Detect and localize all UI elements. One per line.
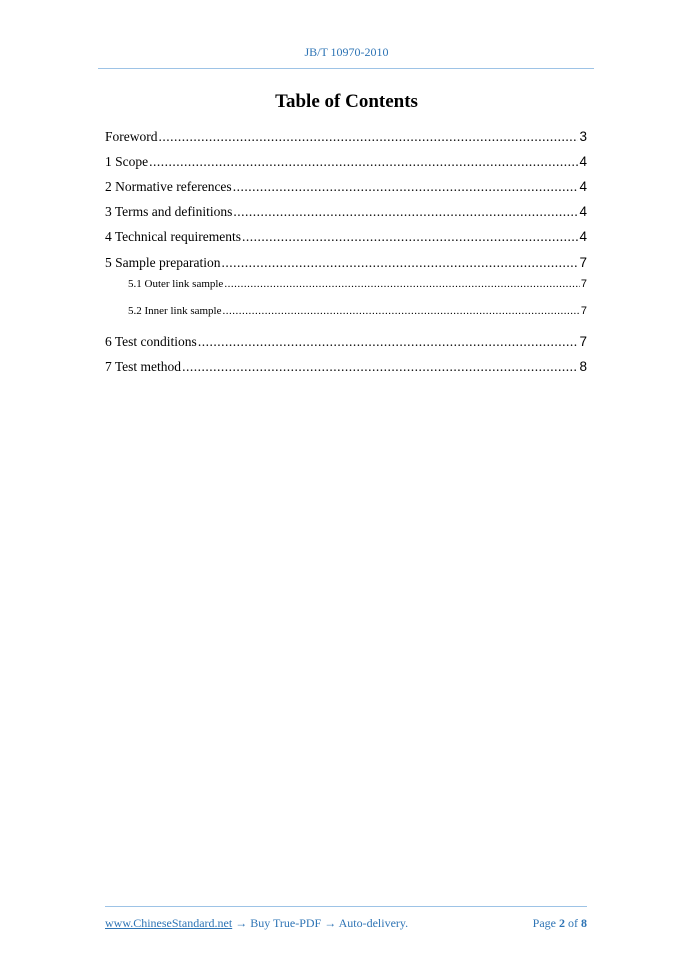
toc-entry-page: 3 (579, 129, 587, 144)
toc-entry-page: 4 (579, 229, 587, 244)
toc-entry-page: 4 (579, 154, 587, 169)
toc-dot-leader (233, 204, 578, 220)
toc-dot-leader (159, 129, 579, 145)
toc-entry-page: 8 (579, 359, 587, 374)
toc-dot-leader (182, 359, 578, 375)
toc-dot-leader (198, 334, 579, 350)
toc-dot-leader (221, 255, 578, 271)
toc-entry-page: 4 (579, 179, 587, 194)
toc-entry-inner-link-sample[interactable] (105, 305, 587, 320)
toc-entry-page: 7 (579, 255, 587, 270)
auto-delivery-text: Auto-delivery. (338, 916, 409, 930)
footer-promo (105, 916, 408, 931)
toc-entry-page: 7 (579, 334, 587, 349)
toc-entry-label: 5.2 Inner link sample (128, 305, 222, 317)
page-number (533, 916, 587, 931)
toc-entry-label: 4 Technical requirements (105, 229, 242, 244)
toc-entry-foreword[interactable] (105, 129, 587, 147)
arrow-right-icon: → (235, 916, 248, 930)
toc-entry-scope[interactable] (105, 154, 587, 172)
page-of: of (568, 916, 578, 930)
toc-entry-label: 1 Scope (105, 154, 149, 169)
toc-entry-terms-and-definitions[interactable] (105, 204, 587, 222)
toc-dot-leader (242, 229, 578, 245)
running-header: JB/T 10970-2010 (304, 45, 389, 59)
toc-entry-label: 3 Terms and definitions (105, 204, 233, 219)
footer-divider (105, 906, 587, 907)
page-footer (105, 916, 587, 931)
page-total: 8 (581, 916, 587, 930)
toc-dot-leader (224, 278, 580, 290)
toc-entry-label: 2 Normative references (105, 179, 232, 194)
toc-entry-page: 7 (580, 278, 587, 290)
toc-entry-label: 7 Test method (105, 359, 182, 374)
toc-dot-leader (233, 179, 579, 195)
toc-entry-label: 5 Sample preparation (105, 255, 221, 270)
page-prefix: Page (532, 916, 556, 930)
toc-entry-label: 5.1 Outer link sample (128, 278, 224, 290)
toc-entry-label: 6 Test conditions (105, 334, 197, 349)
arrow-right-icon: → (324, 916, 337, 930)
toc-dot-leader (222, 305, 579, 317)
toc-entry-test-conditions[interactable] (105, 334, 587, 352)
page-current: 2 (559, 916, 565, 930)
toc-dot-leader (149, 154, 578, 170)
toc-entry-sample-preparation[interactable] (105, 255, 587, 273)
toc-entry-normative-references[interactable] (105, 179, 587, 197)
toc-entry-outer-link-sample[interactable] (105, 278, 587, 293)
toc-entry-label: Foreword (105, 129, 158, 144)
toc-entry-page: 4 (579, 204, 587, 219)
buy-true-pdf-text: Buy True-PDF (250, 916, 322, 930)
header-divider (98, 68, 594, 69)
toc-entry-test-method[interactable] (105, 359, 587, 377)
toc-entry-technical-requirements[interactable] (105, 229, 587, 247)
toc-entry-page: 7 (580, 305, 587, 317)
site-link[interactable]: www.ChineseStandard.net (105, 916, 233, 930)
page-title: Table of Contents (275, 91, 418, 112)
